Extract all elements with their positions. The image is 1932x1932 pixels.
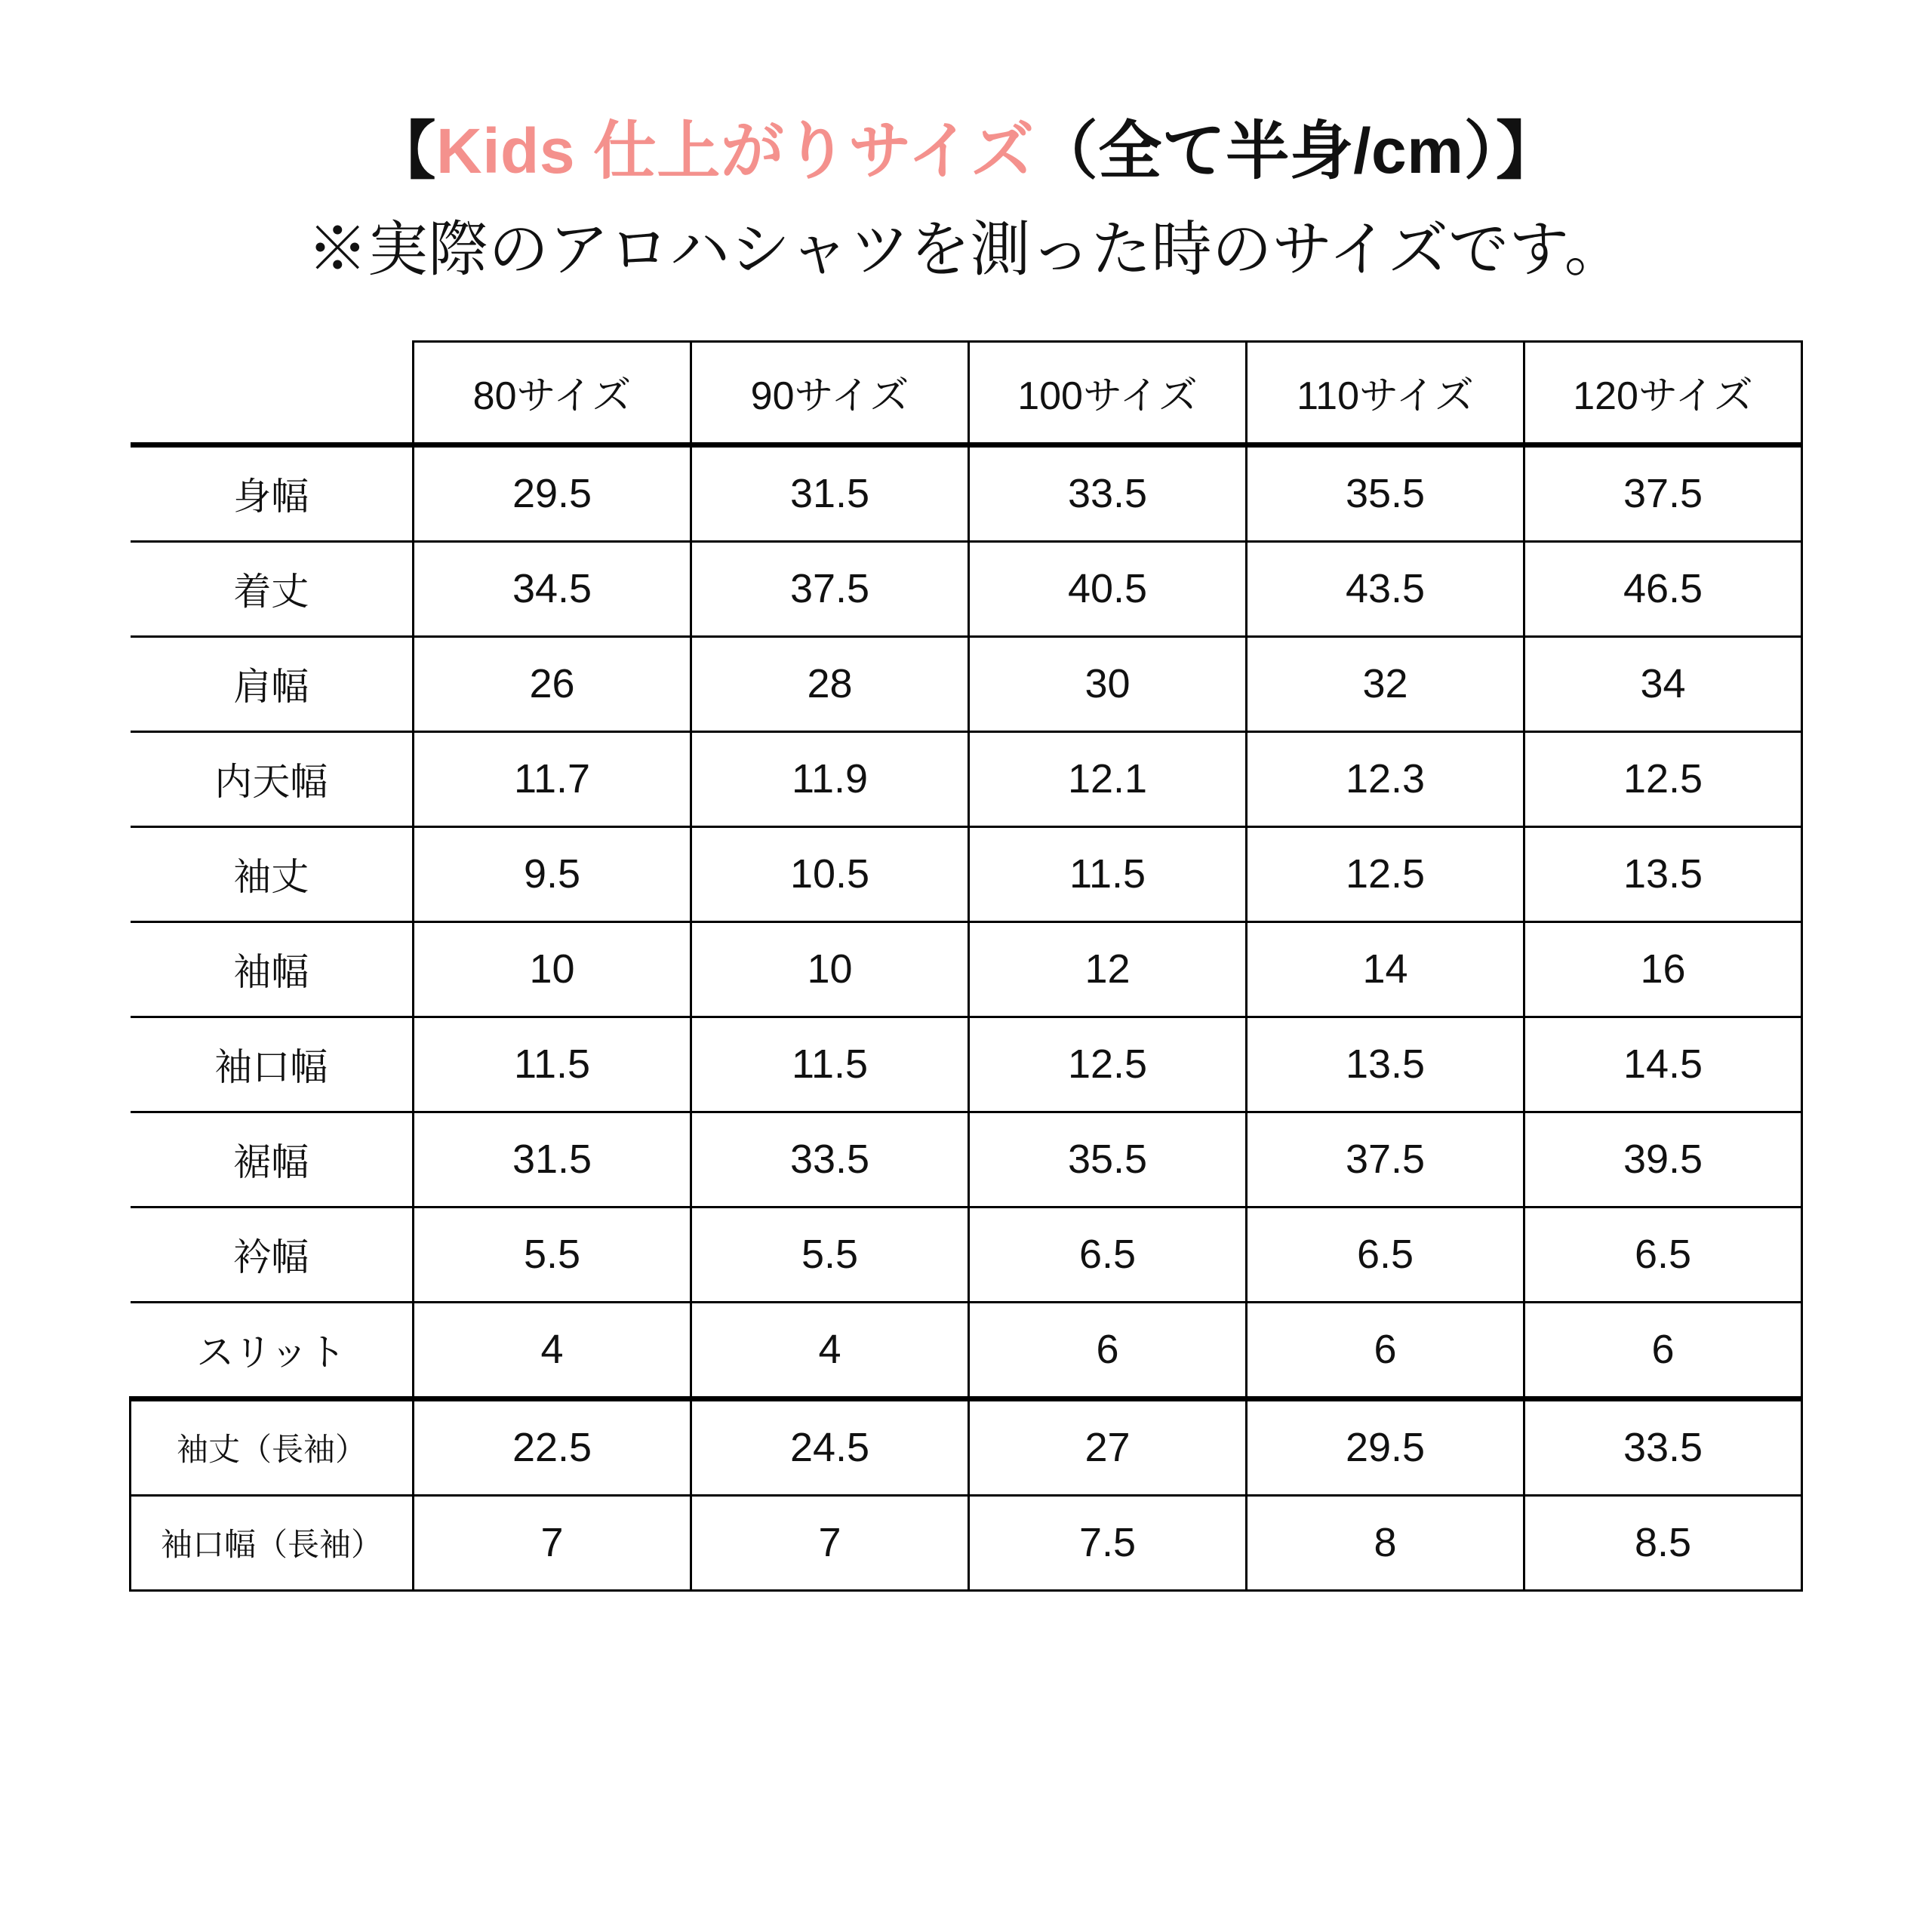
cell-sodetake-110: 12.5 — [1247, 826, 1524, 921]
cell-sodehaba-110: 14 — [1247, 921, 1524, 1017]
cell-katahaba-100: 30 — [969, 636, 1247, 731]
cell-sodetake-long-110: 29.5 — [1247, 1398, 1524, 1495]
cell-mihaba-100: 33.5 — [969, 445, 1247, 541]
cell-sodeguchihaba-long-90: 7 — [691, 1495, 969, 1590]
cell-slit-90: 4 — [691, 1302, 969, 1398]
cell-uchitenhaba-120: 12.5 — [1524, 731, 1802, 826]
cell-mihaba-110: 35.5 — [1247, 445, 1524, 541]
cell-uchitenhaba-80: 11.7 — [414, 731, 691, 826]
row-label-erihaba: 衿幅 — [131, 1207, 414, 1302]
cell-erihaba-90: 5.5 — [691, 1207, 969, 1302]
cell-katahaba-90: 28 — [691, 636, 969, 731]
row-label-sodehaba: 袖幅 — [131, 921, 414, 1017]
table-row — [131, 541, 1802, 636]
cell-sodeguchihaba-long-120: 8.5 — [1524, 1495, 1802, 1590]
cell-sodeguchihaba-90: 11.5 — [691, 1017, 969, 1112]
page-subtitle: ※実際のアロハシャツを測った時のサイズです。 — [307, 215, 1625, 283]
cell-sodeguchihaba-110: 13.5 — [1247, 1017, 1524, 1112]
cell-susohaba-120: 39.5 — [1524, 1112, 1802, 1207]
cell-sodehaba-100: 12 — [969, 921, 1247, 1017]
cell-sodetake-long-120: 33.5 — [1524, 1398, 1802, 1495]
cell-sodeguchihaba-long-110: 8 — [1247, 1495, 1524, 1590]
cell-susohaba-90: 33.5 — [691, 1112, 969, 1207]
cell-katahaba-110: 32 — [1247, 636, 1524, 731]
cell-uchitenhaba-100: 12.1 — [969, 731, 1247, 826]
cell-uchitenhaba-90: 11.9 — [691, 731, 969, 826]
cell-sodeguchihaba-100: 12.5 — [969, 1017, 1247, 1112]
table-row — [131, 636, 1802, 731]
row-label-slit: スリット — [131, 1302, 414, 1398]
cell-kitake-110: 43.5 — [1247, 541, 1524, 636]
table-corner-cell — [131, 341, 414, 445]
cell-mihaba-90: 31.5 — [691, 445, 969, 541]
title-bracket-close: 】 — [1495, 115, 1560, 186]
table-body — [131, 445, 1802, 1590]
row-label-kitake: 着丈 — [131, 541, 414, 636]
row-label-sodeguchihaba-long: 袖口幅（長袖） — [131, 1495, 414, 1590]
cell-slit-110: 6 — [1247, 1302, 1524, 1398]
table-header-row — [131, 341, 1802, 445]
cell-susohaba-100: 35.5 — [969, 1112, 1247, 1207]
table-row — [131, 1017, 1802, 1112]
cell-slit-100: 6 — [969, 1302, 1247, 1398]
cell-kitake-100: 40.5 — [969, 541, 1247, 636]
row-label-sodeguchihaba: 袖口幅 — [131, 1017, 414, 1112]
cell-sodehaba-80: 10 — [414, 921, 691, 1017]
column-header-110: 110サイズ — [1247, 341, 1524, 445]
cell-mihaba-120: 37.5 — [1524, 445, 1802, 541]
cell-erihaba-120: 6.5 — [1524, 1207, 1802, 1302]
cell-erihaba-80: 5.5 — [414, 1207, 691, 1302]
page-title — [121, 113, 1811, 189]
column-header-120: 120サイズ — [1524, 341, 1802, 445]
cell-mihaba-80: 29.5 — [414, 445, 691, 541]
cell-sodeguchihaba-long-100: 7.5 — [969, 1495, 1247, 1590]
row-label-katahaba: 肩幅 — [131, 636, 414, 731]
cell-sodetake-90: 10.5 — [691, 826, 969, 921]
cell-sodehaba-120: 16 — [1524, 921, 1802, 1017]
table-row — [131, 1495, 1802, 1590]
table-head — [131, 341, 1802, 445]
row-label-susohaba: 裾幅 — [131, 1112, 414, 1207]
cell-susohaba-110: 37.5 — [1247, 1112, 1524, 1207]
table-row — [131, 1112, 1802, 1207]
title-accent-text: Kids 仕上がりサイズ — [436, 115, 1035, 186]
cell-sodetake-100: 11.5 — [969, 826, 1247, 921]
row-label-uchitenhaba: 内天幅 — [131, 731, 414, 826]
cell-sodeguchihaba-long-80: 7 — [414, 1495, 691, 1590]
cell-katahaba-120: 34 — [1524, 636, 1802, 731]
cell-katahaba-80: 26 — [414, 636, 691, 731]
cell-slit-120: 6 — [1524, 1302, 1802, 1398]
table-row — [131, 445, 1802, 541]
table-row — [131, 1398, 1802, 1495]
cell-sodetake-long-100: 27 — [969, 1398, 1247, 1495]
cell-sodetake-long-80: 22.5 — [414, 1398, 691, 1495]
cell-sodetake-long-90: 24.5 — [691, 1398, 969, 1495]
table-row — [131, 921, 1802, 1017]
row-label-sodetake-long: 袖丈（長袖） — [131, 1398, 414, 1495]
row-label-mihaba: 身幅 — [131, 445, 414, 541]
cell-sodehaba-90: 10 — [691, 921, 969, 1017]
cell-sodetake-120: 13.5 — [1524, 826, 1802, 921]
cell-kitake-120: 46.5 — [1524, 541, 1802, 636]
cell-sodeguchihaba-80: 11.5 — [414, 1017, 691, 1112]
cell-erihaba-100: 6.5 — [969, 1207, 1247, 1302]
title-bracket-open: 【 — [372, 115, 437, 186]
column-header-80: 80サイズ — [414, 341, 691, 445]
table-row — [131, 826, 1802, 921]
title-rest-text: （全て半身/cm） — [1034, 115, 1496, 186]
cell-erihaba-110: 6.5 — [1247, 1207, 1524, 1302]
cell-sodeguchihaba-120: 14.5 — [1524, 1017, 1802, 1112]
cell-susohaba-80: 31.5 — [414, 1112, 691, 1207]
cell-kitake-80: 34.5 — [414, 541, 691, 636]
cell-slit-80: 4 — [414, 1302, 691, 1398]
table-row — [131, 1207, 1802, 1302]
table-row — [131, 1302, 1802, 1398]
size-table — [129, 340, 1803, 1592]
cell-sodetake-80: 9.5 — [414, 826, 691, 921]
column-header-100: 100サイズ — [969, 341, 1247, 445]
column-header-90: 90サイズ — [691, 341, 969, 445]
table-row — [131, 731, 1802, 826]
cell-uchitenhaba-110: 12.3 — [1247, 731, 1524, 826]
cell-kitake-90: 37.5 — [691, 541, 969, 636]
row-label-sodetake: 袖丈 — [131, 826, 414, 921]
